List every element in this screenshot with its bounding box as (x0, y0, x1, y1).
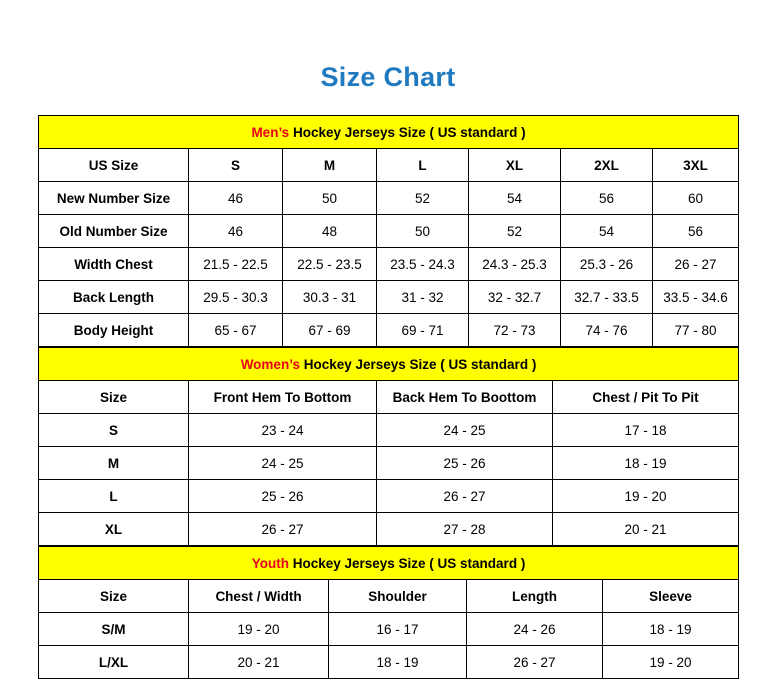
table-cell: 29.5 - 30.3 (189, 281, 283, 314)
table-cell: 26 - 27 (653, 248, 739, 281)
table-cell: 26 - 27 (377, 480, 553, 513)
youth-banner-accent: Youth (251, 555, 289, 571)
table-row (39, 513, 739, 546)
youth-size-table (38, 546, 739, 679)
column-header: Shoulder (329, 580, 467, 613)
table-cell: 65 - 67 (189, 314, 283, 347)
table-cell: 24 - 25 (189, 447, 377, 480)
table-row (39, 314, 739, 347)
table-cell: 19 - 20 (553, 480, 739, 513)
column-header: L (377, 149, 469, 182)
table-cell: 33.5 - 34.6 (653, 281, 739, 314)
row-header: Old Number Size (39, 215, 189, 248)
table-row (39, 646, 739, 679)
row-header: M (39, 447, 189, 480)
table-cell: 31 - 32 (377, 281, 469, 314)
table-cell: 50 (377, 215, 469, 248)
table-cell: 56 (561, 182, 653, 215)
page-title: Size Chart (320, 62, 456, 92)
mens-banner (39, 116, 739, 149)
table-cell: 26 - 27 (189, 513, 377, 546)
column-header: Front Hem To Bottom (189, 381, 377, 414)
table-cell: 54 (469, 182, 561, 215)
row-header: Back Length (39, 281, 189, 314)
table-row (39, 182, 739, 215)
table-cell: 32.7 - 33.5 (561, 281, 653, 314)
womens-banner (39, 348, 739, 381)
table-cell: 24 - 25 (377, 414, 553, 447)
column-header: Size (39, 381, 189, 414)
table-cell: 46 (189, 215, 283, 248)
table-cell: 25 - 26 (189, 480, 377, 513)
table-row (39, 447, 739, 480)
table-cell: 27 - 28 (377, 513, 553, 546)
table-row (39, 480, 739, 513)
table-cell: 23.5 - 24.3 (377, 248, 469, 281)
table-cell: 16 - 17 (329, 613, 467, 646)
column-header: M (283, 149, 377, 182)
column-header: S (189, 149, 283, 182)
column-header: XL (469, 149, 561, 182)
youth-banner (39, 547, 739, 580)
row-header: L/XL (39, 646, 189, 679)
table-cell: 24 - 26 (467, 613, 603, 646)
table-cell: 52 (469, 215, 561, 248)
womens-banner-accent: Women’s (240, 356, 300, 372)
mens-banner-accent: Men’s (251, 124, 290, 140)
table-row (39, 215, 739, 248)
womens-banner-rest: Hockey Jerseys Size ( US standard ) (299, 356, 537, 372)
row-header: Width Chest (39, 248, 189, 281)
table-cell: 56 (653, 215, 739, 248)
table-cell: 20 - 21 (553, 513, 739, 546)
table-header-row (39, 381, 739, 414)
table-cell: 18 - 19 (329, 646, 467, 679)
table-cell: 67 - 69 (283, 314, 377, 347)
row-header: S/M (39, 613, 189, 646)
size-chart-container (38, 115, 738, 679)
table-banner-row (39, 348, 739, 381)
table-cell: 24.3 - 25.3 (469, 248, 561, 281)
table-cell: 50 (283, 182, 377, 215)
column-header: Size (39, 580, 189, 613)
table-row (39, 414, 739, 447)
table-cell: 72 - 73 (469, 314, 561, 347)
column-header: 3XL (653, 149, 739, 182)
row-header: L (39, 480, 189, 513)
column-header: Chest / Width (189, 580, 329, 613)
column-header: Length (467, 580, 603, 613)
row-header: XL (39, 513, 189, 546)
table-cell: 20 - 21 (189, 646, 329, 679)
row-header: S (39, 414, 189, 447)
table-cell: 21.5 - 22.5 (189, 248, 283, 281)
column-header: Sleeve (603, 580, 739, 613)
table-cell: 46 (189, 182, 283, 215)
table-banner-row (39, 547, 739, 580)
column-header: 2XL (561, 149, 653, 182)
column-header: US Size (39, 149, 189, 182)
table-cell: 69 - 71 (377, 314, 469, 347)
table-header-row (39, 149, 739, 182)
mens-banner-rest: Hockey Jerseys Size ( US standard ) (289, 124, 526, 140)
table-cell: 54 (561, 215, 653, 248)
table-banner-row (39, 116, 739, 149)
table-cell: 52 (377, 182, 469, 215)
table-cell: 19 - 20 (189, 613, 329, 646)
table-cell: 18 - 19 (553, 447, 739, 480)
mens-size-table (38, 115, 739, 347)
table-row (39, 281, 739, 314)
table-cell: 60 (653, 182, 739, 215)
youth-banner-rest: Hockey Jerseys Size ( US standard ) (288, 555, 526, 571)
womens-size-table (38, 347, 739, 546)
table-header-row (39, 580, 739, 613)
table-cell: 25 - 26 (377, 447, 553, 480)
column-header: Back Hem To Boottom (377, 381, 553, 414)
table-cell: 48 (283, 215, 377, 248)
table-cell: 18 - 19 (603, 613, 739, 646)
table-cell: 77 - 80 (653, 314, 739, 347)
table-cell: 25.3 - 26 (561, 248, 653, 281)
column-header: Chest / Pit To Pit (553, 381, 739, 414)
table-cell: 74 - 76 (561, 314, 653, 347)
table-row (39, 248, 739, 281)
table-cell: 30.3 - 31 (283, 281, 377, 314)
table-cell: 22.5 - 23.5 (283, 248, 377, 281)
table-cell: 23 - 24 (189, 414, 377, 447)
row-header: New Number Size (39, 182, 189, 215)
table-cell: 32 - 32.7 (469, 281, 561, 314)
table-cell: 17 - 18 (553, 414, 739, 447)
table-cell: 19 - 20 (603, 646, 739, 679)
table-cell: 26 - 27 (467, 646, 603, 679)
table-row (39, 613, 739, 646)
row-header: Body Height (39, 314, 189, 347)
